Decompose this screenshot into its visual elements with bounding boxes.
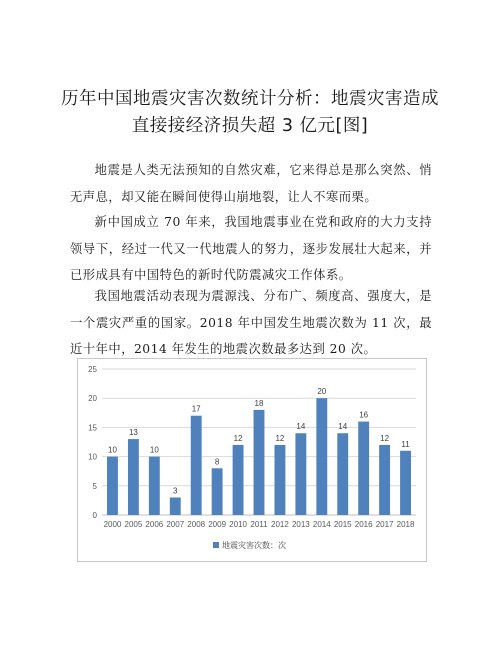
data-label: 14 [296, 422, 306, 432]
x-tick-label: 2009 [208, 520, 227, 529]
data-label: 18 [254, 398, 264, 408]
x-tick-label: 2011 [250, 520, 268, 529]
data-label: 20 [317, 387, 327, 397]
chart-svg [78, 359, 426, 561]
paragraph-2: 新中国成立 70 年来，我国地震事业在党和政府的大力支持领导下，经过一代又一代地震人的努力，逐步发展壮大起来，并已形成具有中国特色的新时代防震减灾工作体系。 [70, 215, 432, 282]
data-label: 13 [128, 428, 138, 438]
data-label: 10 [149, 445, 159, 455]
legend-label: 地震灾害次数：次 [222, 541, 286, 550]
paragraph-1: 地震是人类无法预知的自然灾难，它来得总是那么突然、悄无声息，却又能在瞬间使得山崩地裂，让人不寒而栗。 [70, 163, 432, 204]
document-title: 历年中国地震灾害次数统计分析：地震灾害造成直接接经济损失超 3 亿元[图] [61, 89, 439, 136]
data-label: 12 [233, 433, 243, 443]
y-tick-label: 10 [88, 452, 97, 462]
data-label: 10 [108, 445, 117, 455]
x-tick-label: 2018 [396, 520, 415, 529]
bar [379, 445, 390, 515]
x-tick-label: 2010 [229, 520, 247, 529]
bar [170, 497, 181, 515]
data-label: 14 [338, 422, 348, 432]
x-tick-label: 2006 [145, 520, 164, 529]
x-tick-label: 2016 [354, 520, 373, 529]
x-tick-label: 2014 [312, 520, 331, 529]
bar [295, 433, 306, 515]
x-tick-label: 2005 [124, 520, 143, 529]
bar [254, 410, 265, 515]
bar [191, 416, 202, 515]
data-label: 3 [173, 486, 178, 496]
y-tick-label: 20 [88, 394, 97, 404]
bar [233, 445, 244, 515]
bar [107, 457, 118, 515]
x-tick-label: 2017 [375, 520, 394, 529]
bar [358, 422, 369, 515]
data-label: 12 [380, 433, 390, 443]
y-tick-label: 5 [92, 481, 97, 491]
x-tick-label: 2013 [291, 520, 310, 529]
bar [128, 439, 139, 515]
bar [212, 468, 223, 515]
data-label: 8 [214, 457, 220, 467]
x-tick-label: 2000 [103, 520, 122, 529]
bar [400, 451, 411, 515]
y-tick-label: 0 [92, 511, 97, 520]
y-tick-label: 15 [88, 423, 97, 433]
bar [337, 433, 348, 515]
paragraph-3: 我国地震活动表现为震源浅、分布广、频度高、强度大，是一个震灾严重的国家。2018 年中国发生地震次数为 11 次，最近十年中，2014 年发生的地震次数最多达到 20 次。 [70, 289, 432, 356]
x-tick-label: 2008 [187, 520, 206, 529]
legend-swatch [213, 542, 219, 548]
data-label: 12 [275, 433, 285, 443]
bar [274, 445, 285, 515]
bar [316, 398, 327, 515]
data-label: 17 [191, 404, 201, 414]
bar [149, 457, 160, 515]
x-tick-label: 2012 [271, 520, 289, 529]
y-tick-label: 25 [88, 365, 97, 374]
earthquake-bar-chart [77, 358, 427, 562]
x-tick-label: 2007 [166, 520, 185, 529]
data-label: 16 [359, 410, 369, 420]
data-label: 11 [401, 439, 410, 449]
x-tick-label: 2015 [333, 520, 352, 529]
